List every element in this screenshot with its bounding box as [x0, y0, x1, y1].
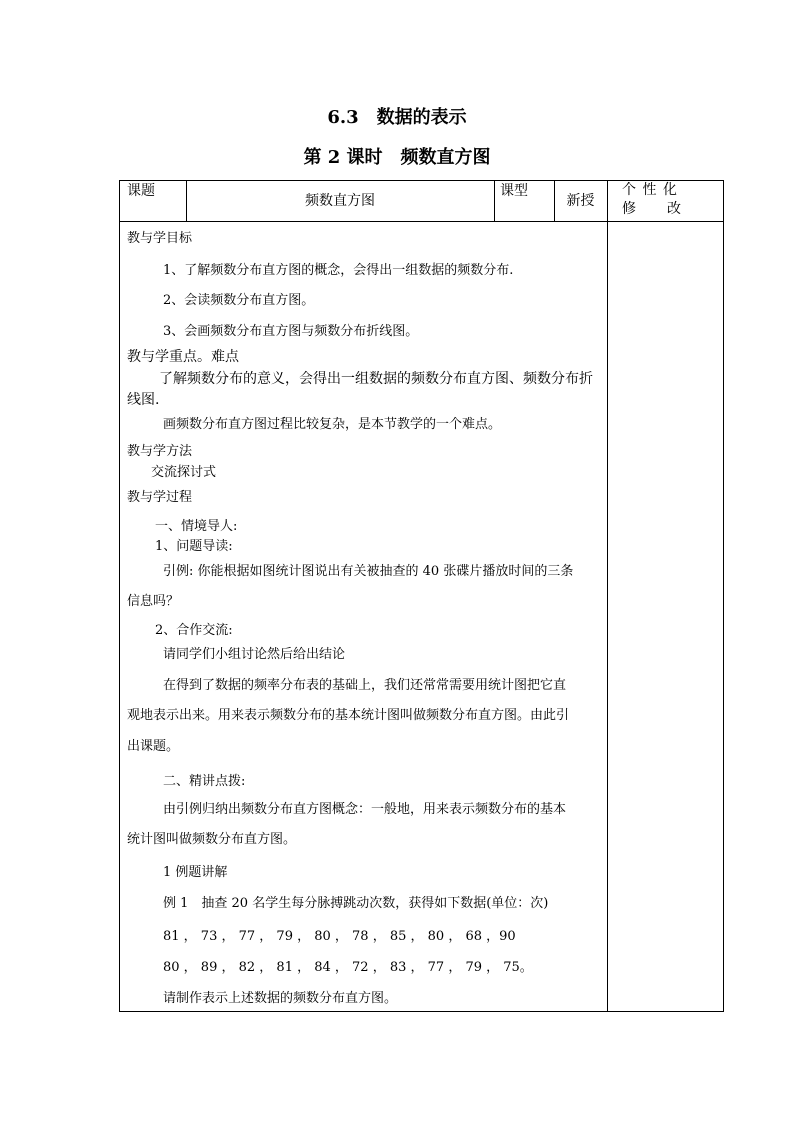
section-2-heading: 二、精讲点拨:	[163, 774, 246, 789]
lesson-subtitle: 第 2 课时 频数直方图	[303, 147, 491, 168]
goal-3: 3、会画频数分布直方图与频数分布折线图。	[163, 324, 419, 339]
key-points-heading: 教与学重点。难点	[127, 349, 239, 365]
example-intro-line-2: 信息吗？	[127, 594, 180, 609]
example-heading: 1 例题讲解	[163, 865, 228, 880]
paragraph-1-line-1: 在得到了数据的频率分布表的基础上，我们还常常需要用统计图把它直	[163, 678, 567, 693]
cooperation-heading: 2、合作交流:	[155, 623, 233, 638]
example-1-text: 例 1 抽查 20 名学生每分脉搏跳动次数，获得如下数据(单位：次)	[163, 896, 549, 911]
type-label: 课型	[500, 183, 528, 199]
goal-1: 1、了解频数分布直方图的概念，会得出一组数据的频数分布.	[163, 263, 514, 278]
paragraph-2-line-1: 由引例归纳出频数分布直方图概念：一般地，用来表示频数分布的基本	[163, 802, 567, 817]
page-title: 6.3 数据的表示	[327, 107, 467, 128]
revise-header: 个 性 化	[622, 182, 678, 198]
type-value: 新授	[566, 193, 595, 209]
difficulty-text: 画频数分布直方图过程比较复杂，是本节教学的一个难点。	[163, 417, 502, 432]
key-points-text: 了解频数分布的意义，会得出一组数据的频数分布直方图、频数分布折线图.	[127, 371, 593, 408]
method-heading: 教与学方法	[127, 444, 193, 459]
data-row-2: 80 ， 89 ， 82 ， 81 ， 84 ， 72 ， 83 ， 77 ， 79 ， 75。	[163, 960, 533, 975]
method-text: 交流探讨式	[151, 465, 217, 480]
process-heading: 教与学过程	[127, 490, 193, 505]
data-row-1: 81 ， 73 ， 77 ， 79 ， 80 ， 78 ， 85 ， 80 ， 68 ，90	[163, 929, 516, 944]
section-1-heading: 一、情境导人:	[155, 519, 238, 534]
goals-heading: 教与学目标	[127, 231, 193, 246]
discussion-text: 请同学们小组讨论然后给出结论	[163, 647, 346, 662]
question-guide: 1、问题导读:	[155, 539, 233, 554]
header-row-divider	[119, 221, 724, 222]
topic-label: 课题	[127, 183, 155, 199]
paragraph-1-line-2: 观地表示出来。用来表示频数分布的基本统计图叫做频数分布直方图。由此引	[127, 708, 570, 723]
example-intro-line-1: 引例: 你能根据如图统计图说出有关被抽查的 40 张碟片播放时间的三条	[163, 564, 574, 579]
task-text: 请制作表示上述数据的频数分布直方图。	[163, 991, 398, 1006]
paragraph-2-line-2: 统计图叫做频数分布直方图。	[127, 832, 297, 847]
goal-2: 2、会读频数分布直方图。	[163, 293, 315, 308]
col-divider-2	[494, 180, 495, 221]
paragraph-1-line-3: 出课题。	[127, 739, 180, 754]
revise-header-line2: 修 改	[622, 201, 682, 217]
topic-value: 频数直方图	[305, 193, 375, 209]
